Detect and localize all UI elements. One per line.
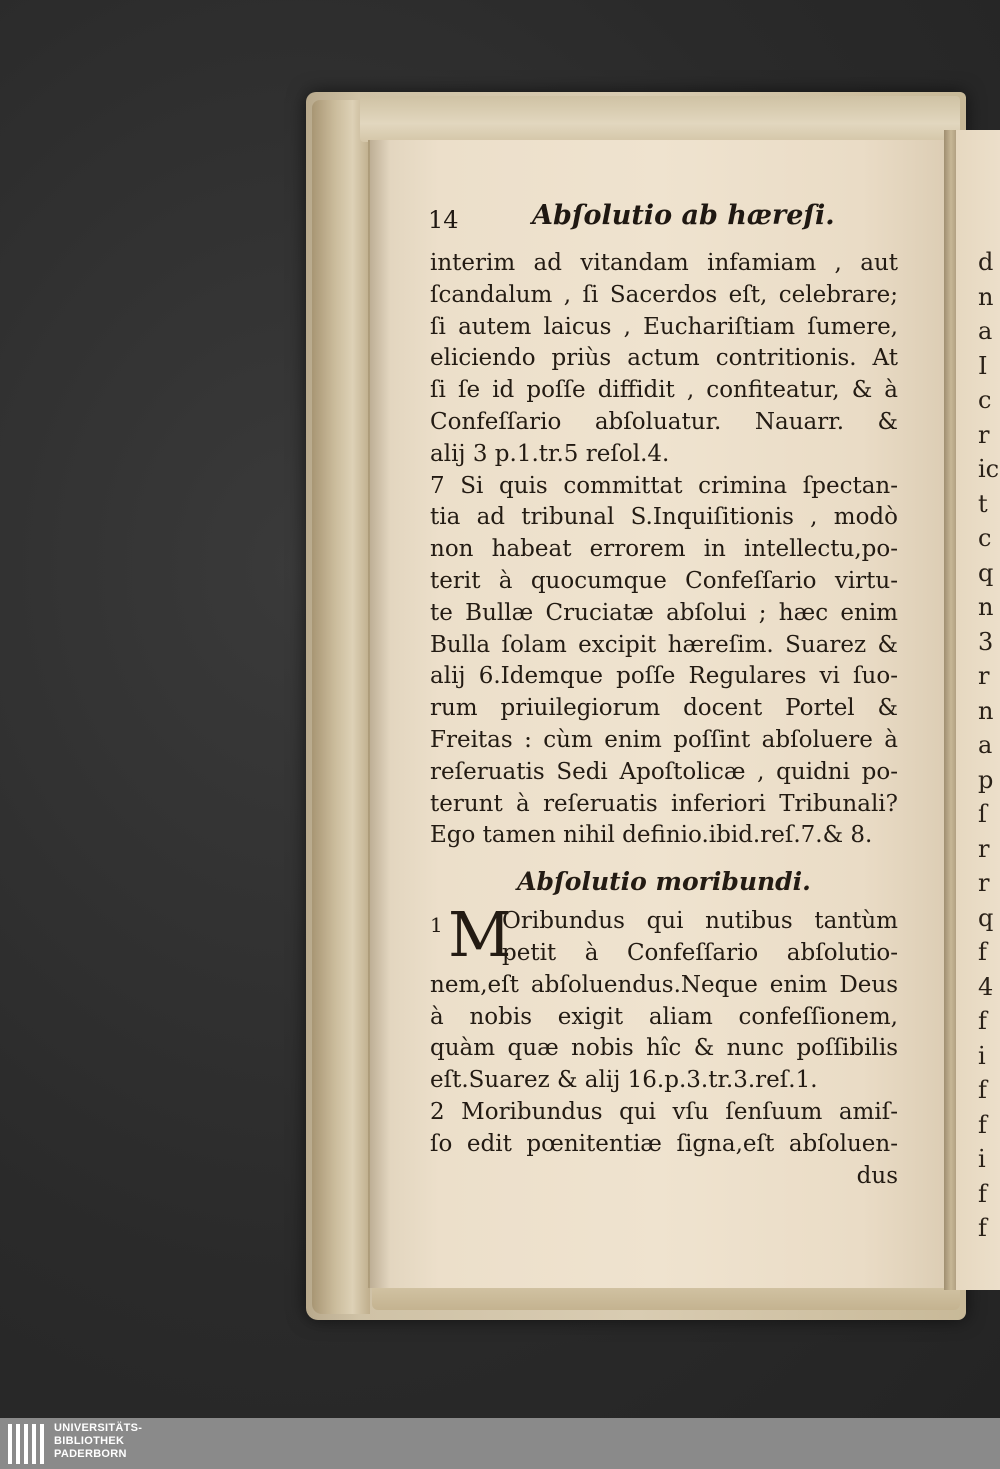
text-line: terunt à reſeruatis inferiori Tribunali? <box>430 790 898 817</box>
library-name-line1: UNIVERSITÄTS- <box>54 1422 143 1434</box>
text-line: quàm quæ nobis hîc & nunc poſſibilis <box>430 1035 898 1062</box>
para1-number: 1 <box>430 913 443 938</box>
text-line: eſt.Suarez & alij 16.p.3.tr.3.reſ.1. <box>430 1067 818 1094</box>
page-shadow <box>368 140 390 1288</box>
book-spine <box>312 100 370 1314</box>
text-line: non habeat errorem in intellectu,po- <box>430 536 898 563</box>
next-page-fragment: a <box>978 731 993 759</box>
text-line: ſi autem laicus , Euchariſtiam ſumere, <box>430 313 898 340</box>
next-page-fragment: ic <box>978 455 1000 483</box>
para1-opening <box>430 898 898 972</box>
next-page-fragment: i <box>978 1041 986 1070</box>
next-page-fragment: f <box>978 1110 987 1139</box>
next-page-fragment: n <box>978 696 994 725</box>
next-page-fragment: r <box>978 420 990 449</box>
next-page-fragment: f <box>978 1007 987 1035</box>
para1-line2: petit à Confeſſario abſolutio- <box>502 939 898 966</box>
section-body <box>430 898 898 1192</box>
footer-bar <box>0 1418 1000 1469</box>
text-line: rum priuilegiorum docent Portel & <box>430 695 898 722</box>
page-number: 14 <box>428 206 459 234</box>
text-line: eliciendo priùs actum contritionis. At <box>430 345 898 372</box>
next-page-fragment: r <box>978 834 990 863</box>
text-line: Confeſſario abſoluatur. Nauarr. & <box>430 408 898 435</box>
next-page-fragment: q <box>978 903 994 932</box>
text-line: nem,eſt abſoluendus.Neque enim Deus <box>430 971 898 998</box>
text-line: 7 Si quis committat crimina ſpectan- <box>430 472 898 499</box>
text-line: terit à quocumque Confeſſario virtu- <box>430 567 898 594</box>
next-page-edge <box>956 130 1000 1290</box>
book-top-edge <box>360 96 960 142</box>
next-page-fragment: n <box>978 282 994 311</box>
text-line: ſi ſe id poſſe diffidit , confiteatur, & à <box>430 377 898 404</box>
next-page-fragment: I <box>978 351 988 380</box>
text-line: interim ad vitandam infamiam , aut <box>430 250 898 276</box>
text-line: à nobis exigit aliam confeſſionem, <box>430 1003 898 1030</box>
library-name-line2: BIBLIOTHEK <box>54 1435 125 1447</box>
page-header <box>428 200 898 240</box>
library-name <box>54 1422 142 1461</box>
text-line: te Bullæ Cruciatæ abſolui ; hæc enim <box>430 599 898 626</box>
text-block <box>430 248 898 852</box>
next-page-fragment: a <box>978 317 993 345</box>
next-page-fragment: r <box>978 869 990 897</box>
text-line: Bulla ſolam excipit hæreſim. Suarez & <box>430 631 898 658</box>
text-line: Ego tamen nihil definio.ibid.reſ.7.& 8. <box>430 822 873 849</box>
next-page-fragment: c <box>978 524 992 552</box>
next-page-fragment: f <box>978 1214 987 1242</box>
text-line: 2 Moribundus qui vſu ſenſuum amiſ- <box>430 1098 898 1125</box>
text-line: ſcandalum , ſi Sacerdos eſt, celebrare; <box>430 281 898 308</box>
section-title: Abſolutio moribundi. <box>517 867 811 897</box>
text-line: Freitas : cùm enim poſſint abſoluere à <box>430 726 898 753</box>
text-line: ſo edit pœnitentiæ ſigna,eſt abſoluen- <box>430 1130 898 1157</box>
dropcap: M <box>448 898 512 972</box>
section-lines <box>430 970 898 1161</box>
text-line: alij 3 p.1.tr.5 reſol.4. <box>430 440 670 467</box>
text-line: reſeruatis Sedi Apoſtolicæ , quidni po- <box>430 758 898 785</box>
next-page-fragment: p <box>978 765 994 794</box>
next-page-fragment: r <box>978 662 990 690</box>
page-body <box>430 248 898 1192</box>
running-head: Abſolutio ab hæreſi. <box>532 200 835 231</box>
next-page-fragment: t <box>978 489 988 518</box>
next-page-fragment: f <box>978 1076 987 1104</box>
next-page-fragment: 3 <box>978 627 994 656</box>
next-page-fragment: q <box>978 558 994 587</box>
next-page-fragment: 4 <box>978 972 994 1001</box>
next-page-fragment: ſ <box>978 800 987 828</box>
library-logo-icon <box>6 1424 46 1464</box>
library-name-line3: PADERBORN <box>54 1448 127 1460</box>
text-line: alij 6.Idemque poſſe Regulares vi ſuo- <box>430 663 898 690</box>
next-page-fragment: f <box>978 1179 987 1208</box>
catchword: dus <box>856 1162 898 1189</box>
next-page-fragment: f <box>978 938 987 966</box>
next-page-fragment: d <box>978 248 994 276</box>
para1-line1: Oribundus qui nutibus tantùm <box>502 908 898 935</box>
text-line: tia ad tribunal S.Inquiſitionis , modò <box>430 504 898 531</box>
next-page-fragment: c <box>978 386 992 414</box>
next-page-fragment: n <box>978 593 994 621</box>
next-page-fragment: i <box>978 1145 986 1173</box>
